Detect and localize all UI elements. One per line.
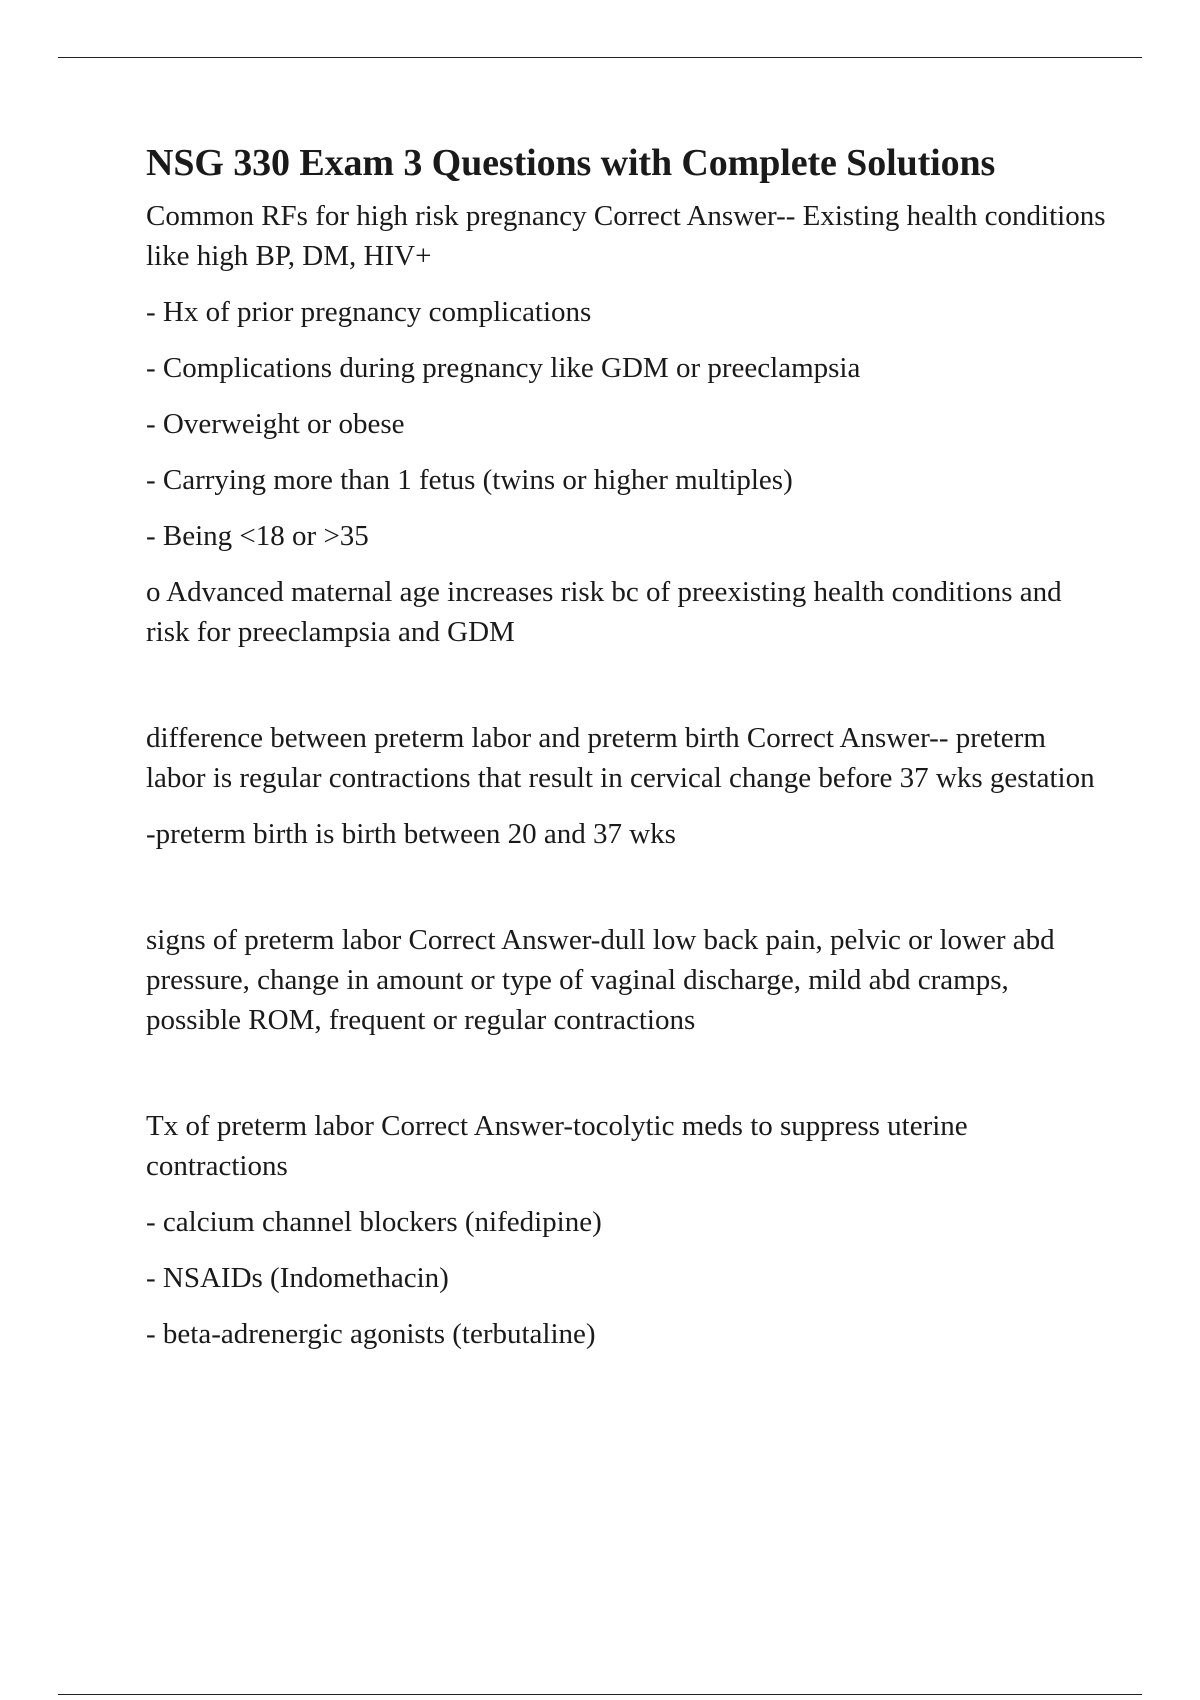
paragraph: - Being <18 or >35 <box>146 520 369 552</box>
qa-section-tx-preterm-labor <box>146 1106 1106 1354</box>
document-body <box>146 140 1106 1370</box>
paragraph: - Overweight or obese <box>146 408 405 440</box>
section-spacer <box>146 668 1106 718</box>
paragraph: - Hx of prior pregnancy complications <box>146 296 592 328</box>
qa-section-high-risk-pregnancy <box>146 196 1106 652</box>
section-spacer <box>146 870 1106 920</box>
paragraph: - Carrying more than 1 fetus (twins or higher multiples) <box>146 464 793 496</box>
paragraph: - calcium channel blockers (nifedipine) <box>146 1206 602 1238</box>
paragraph: - beta-adrenergic agonists (terbutaline) <box>146 1318 596 1350</box>
qa-section-signs-preterm-labor <box>146 920 1106 1040</box>
paragraph: o Advanced maternal age increases risk bc of preexisting health conditions and risk for preeclampsia and GDM <box>146 576 1062 648</box>
page-title: NSG 330 Exam 3 Questions with Complete Solutions <box>146 142 996 184</box>
top-divider <box>58 57 1142 58</box>
section-spacer <box>146 1056 1106 1106</box>
paragraph: - NSAIDs (Indomethacin) <box>146 1262 449 1294</box>
qa-section-preterm-labor-vs-birth <box>146 718 1106 854</box>
paragraph: -preterm birth is birth between 20 and 37 wks <box>146 818 676 850</box>
paragraph: - Complications during pregnancy like GDM or preeclampsia <box>146 352 861 384</box>
bottom-divider <box>58 1694 1142 1695</box>
paragraph: difference between preterm labor and preterm birth Correct Answer-- preterm labor is regular contractions that result in cervical change before 37 wks gestation <box>146 722 1095 794</box>
paragraph: Tx of preterm labor Correct Answer-tocolytic meds to suppress uterine contractions <box>146 1110 968 1182</box>
paragraph: signs of preterm labor Correct Answer-dull low back pain, pelvic or lower abd pressure, change in amount or type of vaginal discharge, mild abd cramps, possible ROM, frequent or regular contractions <box>146 924 1055 1036</box>
paragraph: Common RFs for high risk pregnancy Correct Answer-- Existing health conditions like high BP, DM, HIV+ <box>146 200 1106 272</box>
